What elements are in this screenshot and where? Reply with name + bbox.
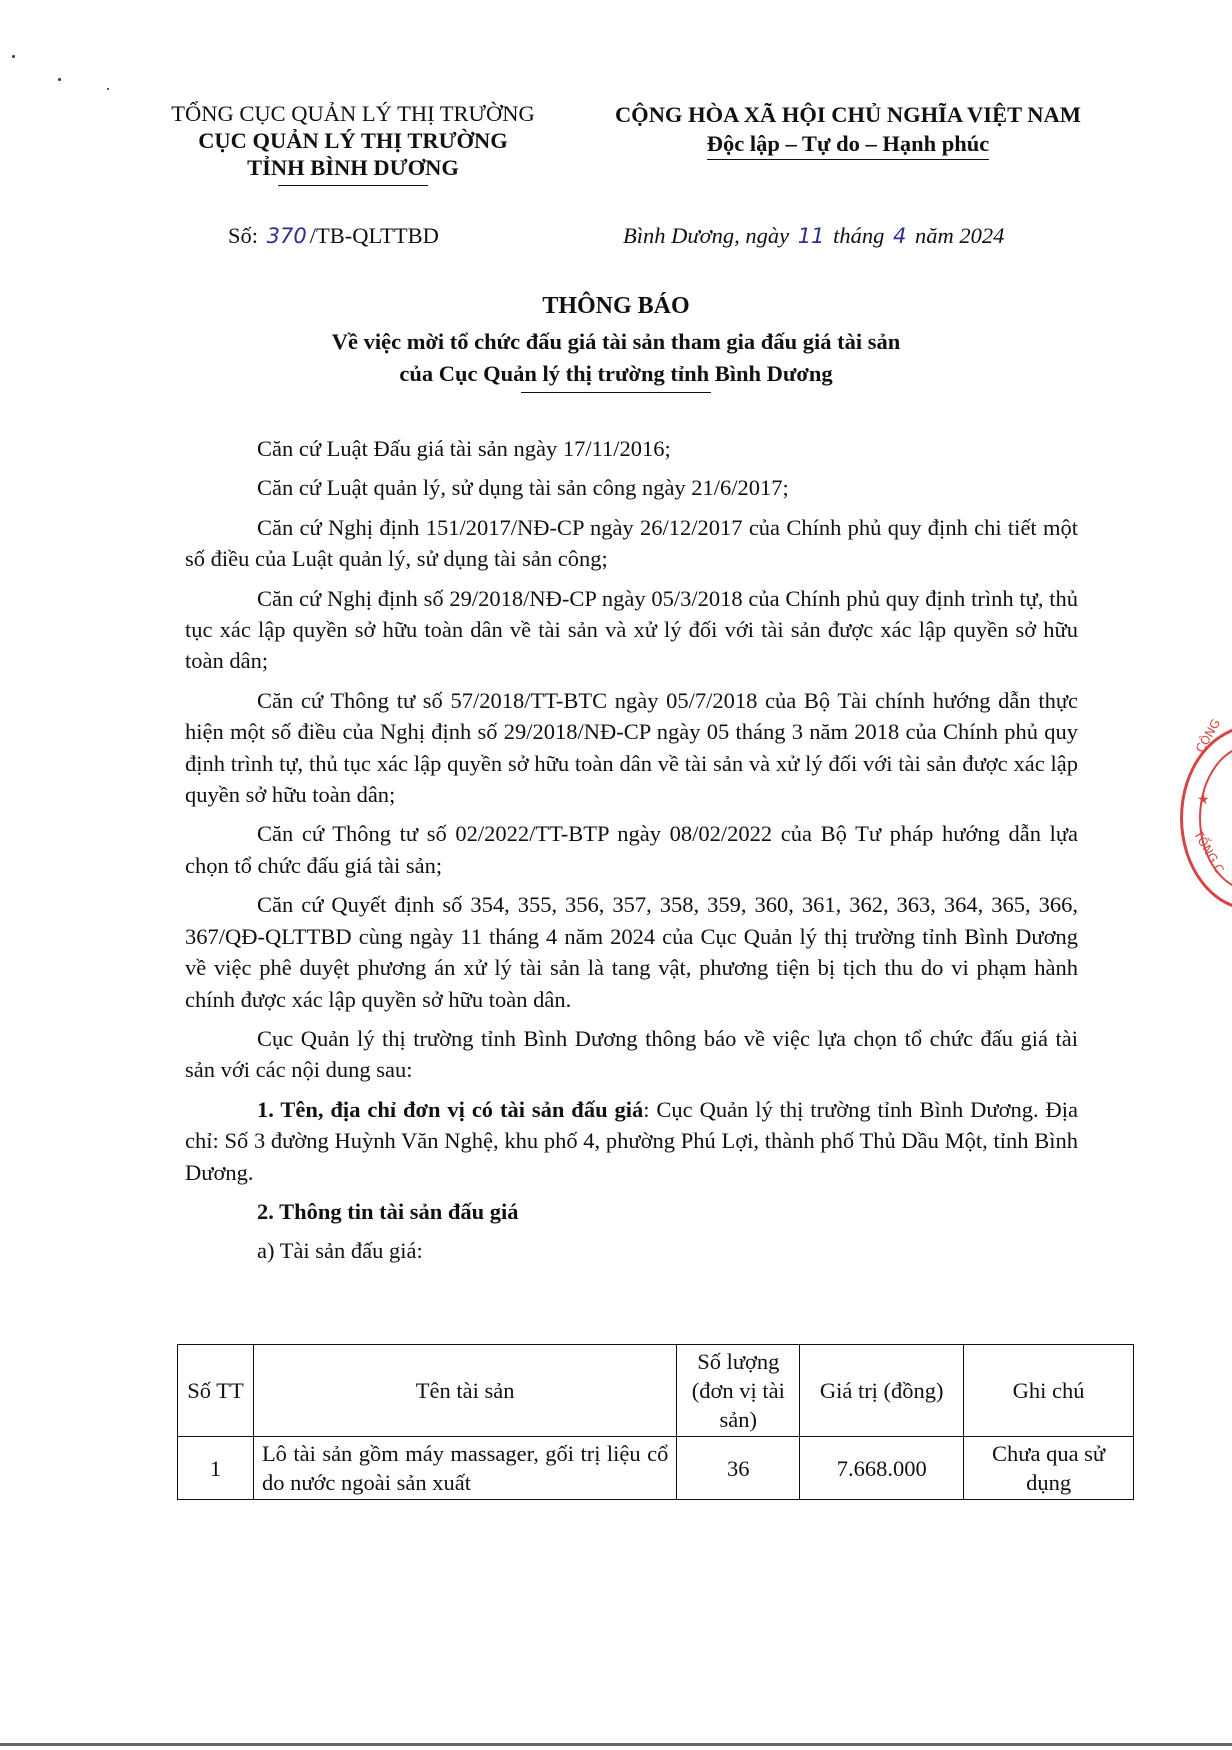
legal-basis-paragraph: Căn cứ Luật quản lý, sử dụng tài sản công ngày 21/6/2017; — [257, 475, 789, 501]
seal-text-bottom: TỔNG C — [1190, 828, 1227, 876]
agency-underline — [278, 185, 428, 186]
document-subtitle — [0, 326, 1232, 393]
seal-star-icon: ★ — [1197, 792, 1210, 808]
table-header-row — [178, 1345, 1134, 1437]
subtitle-underline — [521, 392, 711, 393]
legal-basis-paragraph: Căn cứ Luật Đấu giá tài sản ngày 17/11/2016; — [257, 436, 671, 461]
announcement-intro: Cục Quản lý thị trường tỉnh Bình Dương thông báo về việc lựa chọn tổ chức đấu giá tài sản với các nội dung sau: — [185, 1025, 1078, 1083]
parent-agency: TỔNG CỤC QUẢN LÝ THỊ TRƯỜNG — [171, 101, 535, 126]
section-1-text: : Cục Quản lý thị trường tỉnh Bình Dương. Địa chỉ: Số 3 đường Huỳnh Văn Nghệ, khu phố 4, phường Phú Lợi, thành phố Thủ Dầu Một, tỉnh Bình Dương. — [185, 1096, 1078, 1185]
date-day-handwritten: 11 — [797, 224, 825, 248]
document-number — [228, 223, 439, 249]
scan-speck — [58, 78, 61, 81]
header-cell-value: Giá trị (đồng) — [800, 1345, 964, 1437]
date-month-handwritten: 4 — [893, 224, 907, 248]
seal-text-top: CỘNG — [1193, 716, 1224, 755]
date-month-label: tháng — [833, 223, 885, 248]
section-1-heading: 1. Tên, địa chỉ đơn vị có tài sản đấu giá — [257, 1096, 644, 1122]
nation-name: CỘNG HÒA XÃ HỘI CHỦ NGHĨA VIỆT NAM — [614, 102, 1082, 127]
subtitle-line2: của Cục Quản lý thị trường tỉnh Bình Dương — [399, 361, 833, 386]
header-cell-no: Số TT — [178, 1345, 254, 1437]
legal-basis-paragraph: Căn cứ Nghị định số 29/2018/NĐ-CP ngày 05/3/2018 của Chính phủ quy định trình tự, thủ tục xác lập quyền sở hữu toàn dân về tài sản và xử lý đối với tài sản được xác lập quyền sở hữu toàn dân; — [185, 585, 1078, 674]
national-motto: Độc lập – Tự do – Hạnh phúc — [707, 129, 990, 160]
header-cell-quantity: Số lượng (đơn vị tài sản) — [677, 1345, 800, 1437]
cell-name: Lô tài sản gồm máy massager, gối trị liệu cổ do nước ngoài sản xuất — [253, 1437, 676, 1500]
doc-number-suffix: /TB-QLTTBD — [309, 223, 439, 248]
cell-value: 7.668.000 — [800, 1437, 964, 1500]
agency-name-line1: CỤC QUẢN LÝ THỊ TRƯỜNG — [198, 128, 508, 153]
legal-basis-paragraph: Căn cứ Quyết định số 354, 355, 356, 357, 358, 359, 360, 361, 362, 363, 364, 365, 366, 367/QĐ-QLTTBD cùng ngày 11 tháng 4 năm 2024 của Cục Quản lý thị trường tỉnh Bình Dương về việc phê duyệt phương án xử lý tài sản là tang vật, phương tiện bị tịch thu do vi phạm hành chính được xác lập quyền sở hữu toàn dân. — [185, 892, 1078, 1012]
header-cell-note: Ghi chú — [964, 1345, 1134, 1437]
scan-speck — [107, 88, 109, 90]
cell-note: Chưa qua sử dụng — [964, 1437, 1134, 1500]
agency-header — [148, 100, 558, 186]
official-seal-stamp — [1180, 716, 1232, 911]
scan-speck — [12, 55, 15, 58]
doc-number-prefix: Số: — [228, 223, 259, 248]
legal-basis-paragraph: Căn cứ Nghị định 151/2017/NĐ-CP ngày 26/12/2017 của Chính phủ quy định chi tiết một số điều của Luật quản lý, sử dụng tài sản công; — [185, 514, 1078, 572]
subtitle-line1: Về việc mời tổ chức đấu giá tài sản tham gia đấu giá tài sản — [331, 329, 901, 354]
table-row — [178, 1437, 1134, 1500]
date-year: năm 2024 — [915, 223, 1005, 248]
section-2a-label: a) Tài sản đấu giá: — [257, 1238, 423, 1264]
date-place: Bình Dương, ngày — [623, 223, 790, 248]
document-body — [185, 433, 1078, 1275]
header-cell-name: Tên tài sản — [253, 1345, 676, 1437]
cell-quantity: 36 — [677, 1437, 800, 1500]
page-bottom-edge — [0, 1743, 1232, 1746]
legal-basis-paragraph: Căn cứ Thông tư số 57/2018/TT-BTC ngày 05/7/2018 của Bộ Tài chính hướng dẫn thực hiện một số điều của Nghị định số 29/2018/NĐ-CP ngày 05 tháng 3 năm 2018 của Chính phủ quy định trình tự, thủ tục xác lập quyền sở hữu toàn dân về tài sản và xử lý đối với tài sản được xác lập quyền sở hữu toàn dân; — [185, 687, 1078, 808]
cell-no: 1 — [178, 1437, 254, 1500]
section-2-heading: 2. Thông tin tài sản đấu giá — [257, 1198, 519, 1224]
document-date — [623, 223, 1004, 249]
national-header — [588, 100, 1108, 160]
doc-number-handwritten: 370 — [266, 224, 307, 248]
document-title: THÔNG BÁO — [542, 293, 690, 319]
section-1 — [185, 1094, 1078, 1188]
legal-basis-paragraph: Căn cứ Thông tư số 02/2022/TT-BTP ngày 08/02/2022 của Bộ Tư pháp hướng dẫn lựa chọn tổ chức đấu giá tài sản; — [185, 821, 1078, 878]
assets-table — [177, 1344, 1134, 1500]
agency-name-line2: TỈNH BÌNH DƯƠNG — [247, 155, 459, 180]
